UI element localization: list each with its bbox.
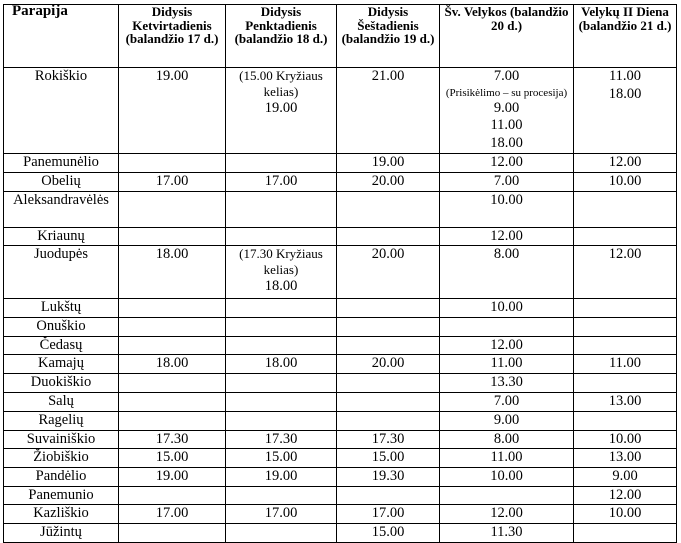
time-entry: 10.00 <box>608 172 642 189</box>
friday-cell <box>226 449 337 468</box>
parish-cell: Duokiškio <box>4 374 119 393</box>
easter-monday-cell <box>574 172 677 191</box>
easter-sunday-cell <box>440 191 574 227</box>
easter-monday-cell <box>574 154 677 173</box>
time-entry: 10.00 <box>490 299 523 316</box>
easter-sunday-cell <box>440 449 574 468</box>
table-row <box>4 336 677 355</box>
easter-monday-cell <box>574 355 677 374</box>
saturday-cell <box>337 246 440 299</box>
time-entry: 12.00 <box>608 246 642 263</box>
header-parish: Parapija <box>4 5 119 68</box>
time-entry: 13.00 <box>608 449 642 466</box>
table-row <box>4 411 677 430</box>
friday-cell <box>226 154 337 173</box>
saturday-cell <box>337 449 440 468</box>
saturday-cell <box>337 486 440 505</box>
time-entry: 11.00 <box>490 117 523 134</box>
parish-cell: Ragelių <box>4 411 119 430</box>
friday-cell <box>226 299 337 318</box>
time-entry: 12.00 <box>490 154 523 170</box>
parish-cell: Obelių <box>4 172 119 191</box>
time-entry: 19.30 <box>371 468 405 485</box>
thursday-cell <box>119 68 226 154</box>
time-entry: (17.30 Kryžiaus kelias) <box>239 246 323 278</box>
easter-monday-cell <box>574 524 677 543</box>
saturday-cell <box>337 392 440 411</box>
time-entry: 17.30 <box>371 430 405 447</box>
time-entry: 19.00 <box>264 468 298 485</box>
time-entry: 13.30 <box>490 374 523 391</box>
easter-monday-cell <box>574 449 677 468</box>
time-entry: 17.00 <box>264 172 298 189</box>
time-entry: 12.00 <box>490 336 523 353</box>
thursday-cell <box>119 374 226 393</box>
saturday-cell <box>337 154 440 173</box>
time-entry: 8.00 <box>493 430 520 447</box>
time-entry: 21.00 <box>371 68 405 84</box>
time-entry: 7.00 <box>493 172 520 189</box>
friday-cell <box>226 318 337 337</box>
friday-cell <box>226 486 337 505</box>
table-row <box>4 392 677 411</box>
time-entry: 9.00 <box>493 99 520 116</box>
thursday-cell <box>119 246 226 299</box>
parish-cell: Rokiškio <box>4 68 119 154</box>
header-saturday: Didysis Šeštadienis (balandžio 19 d.) <box>337 5 440 68</box>
time-entry: 7.00 <box>493 68 520 84</box>
easter-monday-cell <box>574 336 677 355</box>
time-entry: 19.00 <box>264 100 298 116</box>
saturday-cell <box>337 172 440 191</box>
time-entry: 11.00 <box>608 355 642 372</box>
easter-monday-cell <box>574 505 677 524</box>
parish-cell: Čedasų <box>4 336 119 355</box>
time-entry: 13.00 <box>608 392 642 409</box>
time-entry: 18.00 <box>264 355 298 372</box>
parish-cell: Panemunio <box>4 486 119 505</box>
header-row <box>4 5 677 68</box>
time-entry: 17.00 <box>155 505 189 522</box>
time-entry: 18.00 <box>155 355 189 372</box>
thursday-cell <box>119 227 226 246</box>
easter-monday-cell <box>574 227 677 246</box>
time-entry: 10.00 <box>490 468 523 485</box>
time-entry: (Prisikėlimo – su procesija) <box>445 86 568 99</box>
thursday-cell <box>119 191 226 227</box>
parish-cell: Suvainiškio <box>4 430 119 449</box>
time-entry: 19.00 <box>155 468 189 485</box>
friday-cell <box>226 246 337 299</box>
parish-cell: Panemunėlio <box>4 154 119 173</box>
time-entry: 12.00 <box>490 505 523 522</box>
parish-cell: Lukštų <box>4 299 119 318</box>
time-entry: 19.00 <box>371 154 405 170</box>
table-row <box>4 374 677 393</box>
easter-monday-cell <box>574 246 677 299</box>
easter-sunday-cell <box>440 524 574 543</box>
easter-sunday-cell <box>440 392 574 411</box>
time-entry: 11.30 <box>490 524 523 541</box>
easter-sunday-cell <box>440 318 574 337</box>
saturday-cell <box>337 374 440 393</box>
friday-cell <box>226 524 337 543</box>
parish-cell: Aleksandravėlės <box>4 191 119 227</box>
friday-cell <box>226 191 337 227</box>
friday-cell <box>226 374 337 393</box>
table-row <box>4 154 677 173</box>
saturday-cell <box>337 411 440 430</box>
table-body <box>4 68 677 543</box>
time-entry: 15.00 <box>264 449 298 466</box>
parish-cell: Onuškio <box>4 318 119 337</box>
parish-cell: Salų <box>4 392 119 411</box>
thursday-cell <box>119 318 226 337</box>
saturday-cell <box>337 227 440 246</box>
easter-sunday-cell <box>440 246 574 299</box>
friday-cell <box>226 430 337 449</box>
easter-sunday-cell <box>440 430 574 449</box>
time-entry: 11.00 <box>490 355 523 372</box>
time-entry: 9.00 <box>612 468 638 485</box>
friday-cell <box>226 411 337 430</box>
time-entry: 7.00 <box>493 392 520 409</box>
time-entry: 18.00 <box>608 85 642 102</box>
time-entry: 12.00 <box>608 486 642 503</box>
easter-sunday-cell <box>440 336 574 355</box>
easter-sunday-cell <box>440 411 574 430</box>
table-row <box>4 68 677 154</box>
thursday-cell <box>119 355 226 374</box>
table-row <box>4 505 677 524</box>
table-row <box>4 246 677 299</box>
time-entry: 17.00 <box>371 505 405 522</box>
easter-sunday-cell <box>440 355 574 374</box>
time-entry: 18.00 <box>490 134 523 151</box>
saturday-cell <box>337 68 440 154</box>
friday-cell <box>226 505 337 524</box>
time-entry: 15.00 <box>371 449 405 466</box>
time-entry: 17.30 <box>264 430 298 447</box>
time-entry: 17.30 <box>155 430 189 447</box>
header-thursday: Didysis Ketvirtadienis (balandžio 17 d.) <box>119 5 226 68</box>
table-row <box>4 299 677 318</box>
time-entry: 18.00 <box>155 246 189 263</box>
table-header <box>4 5 677 68</box>
saturday-cell <box>337 355 440 374</box>
table-row <box>4 355 677 374</box>
easter-sunday-cell <box>440 227 574 246</box>
parish-cell: Kazliškio <box>4 505 119 524</box>
thursday-cell <box>119 449 226 468</box>
friday-cell <box>226 227 337 246</box>
easter-sunday-cell <box>440 374 574 393</box>
time-entry: 10.00 <box>490 191 523 208</box>
friday-cell <box>226 355 337 374</box>
table-row <box>4 449 677 468</box>
friday-cell <box>226 172 337 191</box>
easter-sunday-cell <box>440 299 574 318</box>
time-entry: 15.00 <box>371 524 405 541</box>
easter-monday-cell <box>574 411 677 430</box>
parish-cell: Žiobiškio <box>4 449 119 468</box>
saturday-cell <box>337 524 440 543</box>
table-row <box>4 318 677 337</box>
parish-cell: Kriaunų <box>4 227 119 246</box>
thursday-cell <box>119 505 226 524</box>
time-entry: 9.00 <box>493 411 520 428</box>
table-row <box>4 524 677 543</box>
easter-sunday-cell <box>440 68 574 154</box>
easter-monday-cell <box>574 299 677 318</box>
thursday-cell <box>119 299 226 318</box>
table-row <box>4 486 677 505</box>
easter-sunday-cell <box>440 172 574 191</box>
saturday-cell <box>337 191 440 227</box>
table-row <box>4 468 677 487</box>
easter-monday-cell <box>574 486 677 505</box>
table-row <box>4 430 677 449</box>
table-row <box>4 191 677 227</box>
time-entry: 12.00 <box>608 154 642 170</box>
time-entry: 12.00 <box>490 227 523 244</box>
thursday-cell <box>119 486 226 505</box>
time-entry: 10.00 <box>608 505 642 522</box>
easter-monday-cell <box>574 392 677 411</box>
time-entry: 11.00 <box>490 449 523 466</box>
friday-cell <box>226 392 337 411</box>
time-entry: 20.00 <box>371 355 405 372</box>
time-entry: 15.00 <box>155 449 189 466</box>
thursday-cell <box>119 336 226 355</box>
mass-schedule-table <box>3 4 677 543</box>
time-entry: 8.00 <box>493 246 520 263</box>
time-entry: 17.00 <box>264 505 298 522</box>
saturday-cell <box>337 430 440 449</box>
time-entry: 11.00 <box>608 68 642 84</box>
time-entry: 17.00 <box>155 172 189 189</box>
easter-sunday-cell <box>440 154 574 173</box>
easter-monday-cell <box>574 468 677 487</box>
easter-monday-cell <box>574 68 677 154</box>
thursday-cell <box>119 468 226 487</box>
easter-monday-cell <box>574 318 677 337</box>
table-row <box>4 227 677 246</box>
friday-cell <box>226 68 337 154</box>
parish-cell: Pandėlio <box>4 468 119 487</box>
easter-sunday-cell <box>440 505 574 524</box>
easter-monday-cell <box>574 191 677 227</box>
easter-monday-cell <box>574 430 677 449</box>
saturday-cell <box>337 468 440 487</box>
saturday-cell <box>337 318 440 337</box>
time-entry: (15.00 Kryžiaus kelias) <box>239 68 323 99</box>
saturday-cell <box>337 299 440 318</box>
parish-cell: Kamajų <box>4 355 119 374</box>
time-entry: 19.00 <box>155 68 189 84</box>
time-entry: 20.00 <box>371 246 405 263</box>
easter-sunday-cell <box>440 468 574 487</box>
table-row <box>4 172 677 191</box>
saturday-cell <box>337 336 440 355</box>
thursday-cell <box>119 392 226 411</box>
parish-cell: Juodupės <box>4 246 119 299</box>
header-friday: Didysis Penktadienis (balandžio 18 d.) <box>226 5 337 68</box>
time-entry: 18.00 <box>264 278 298 295</box>
time-entry: 20.00 <box>371 172 405 189</box>
thursday-cell <box>119 430 226 449</box>
easter-sunday-cell <box>440 486 574 505</box>
thursday-cell <box>119 172 226 191</box>
saturday-cell <box>337 505 440 524</box>
easter-monday-cell <box>574 374 677 393</box>
time-entry: 10.00 <box>608 430 642 447</box>
friday-cell <box>226 336 337 355</box>
thursday-cell <box>119 524 226 543</box>
thursday-cell <box>119 154 226 173</box>
thursday-cell <box>119 411 226 430</box>
header-easter-sunday: Šv. Velykos (balandžio 20 d.) <box>440 5 574 68</box>
header-easter-monday: Velykų II Diena (balandžio 21 d.) <box>574 5 677 68</box>
friday-cell <box>226 468 337 487</box>
parish-cell: Jūžintų <box>4 524 119 543</box>
